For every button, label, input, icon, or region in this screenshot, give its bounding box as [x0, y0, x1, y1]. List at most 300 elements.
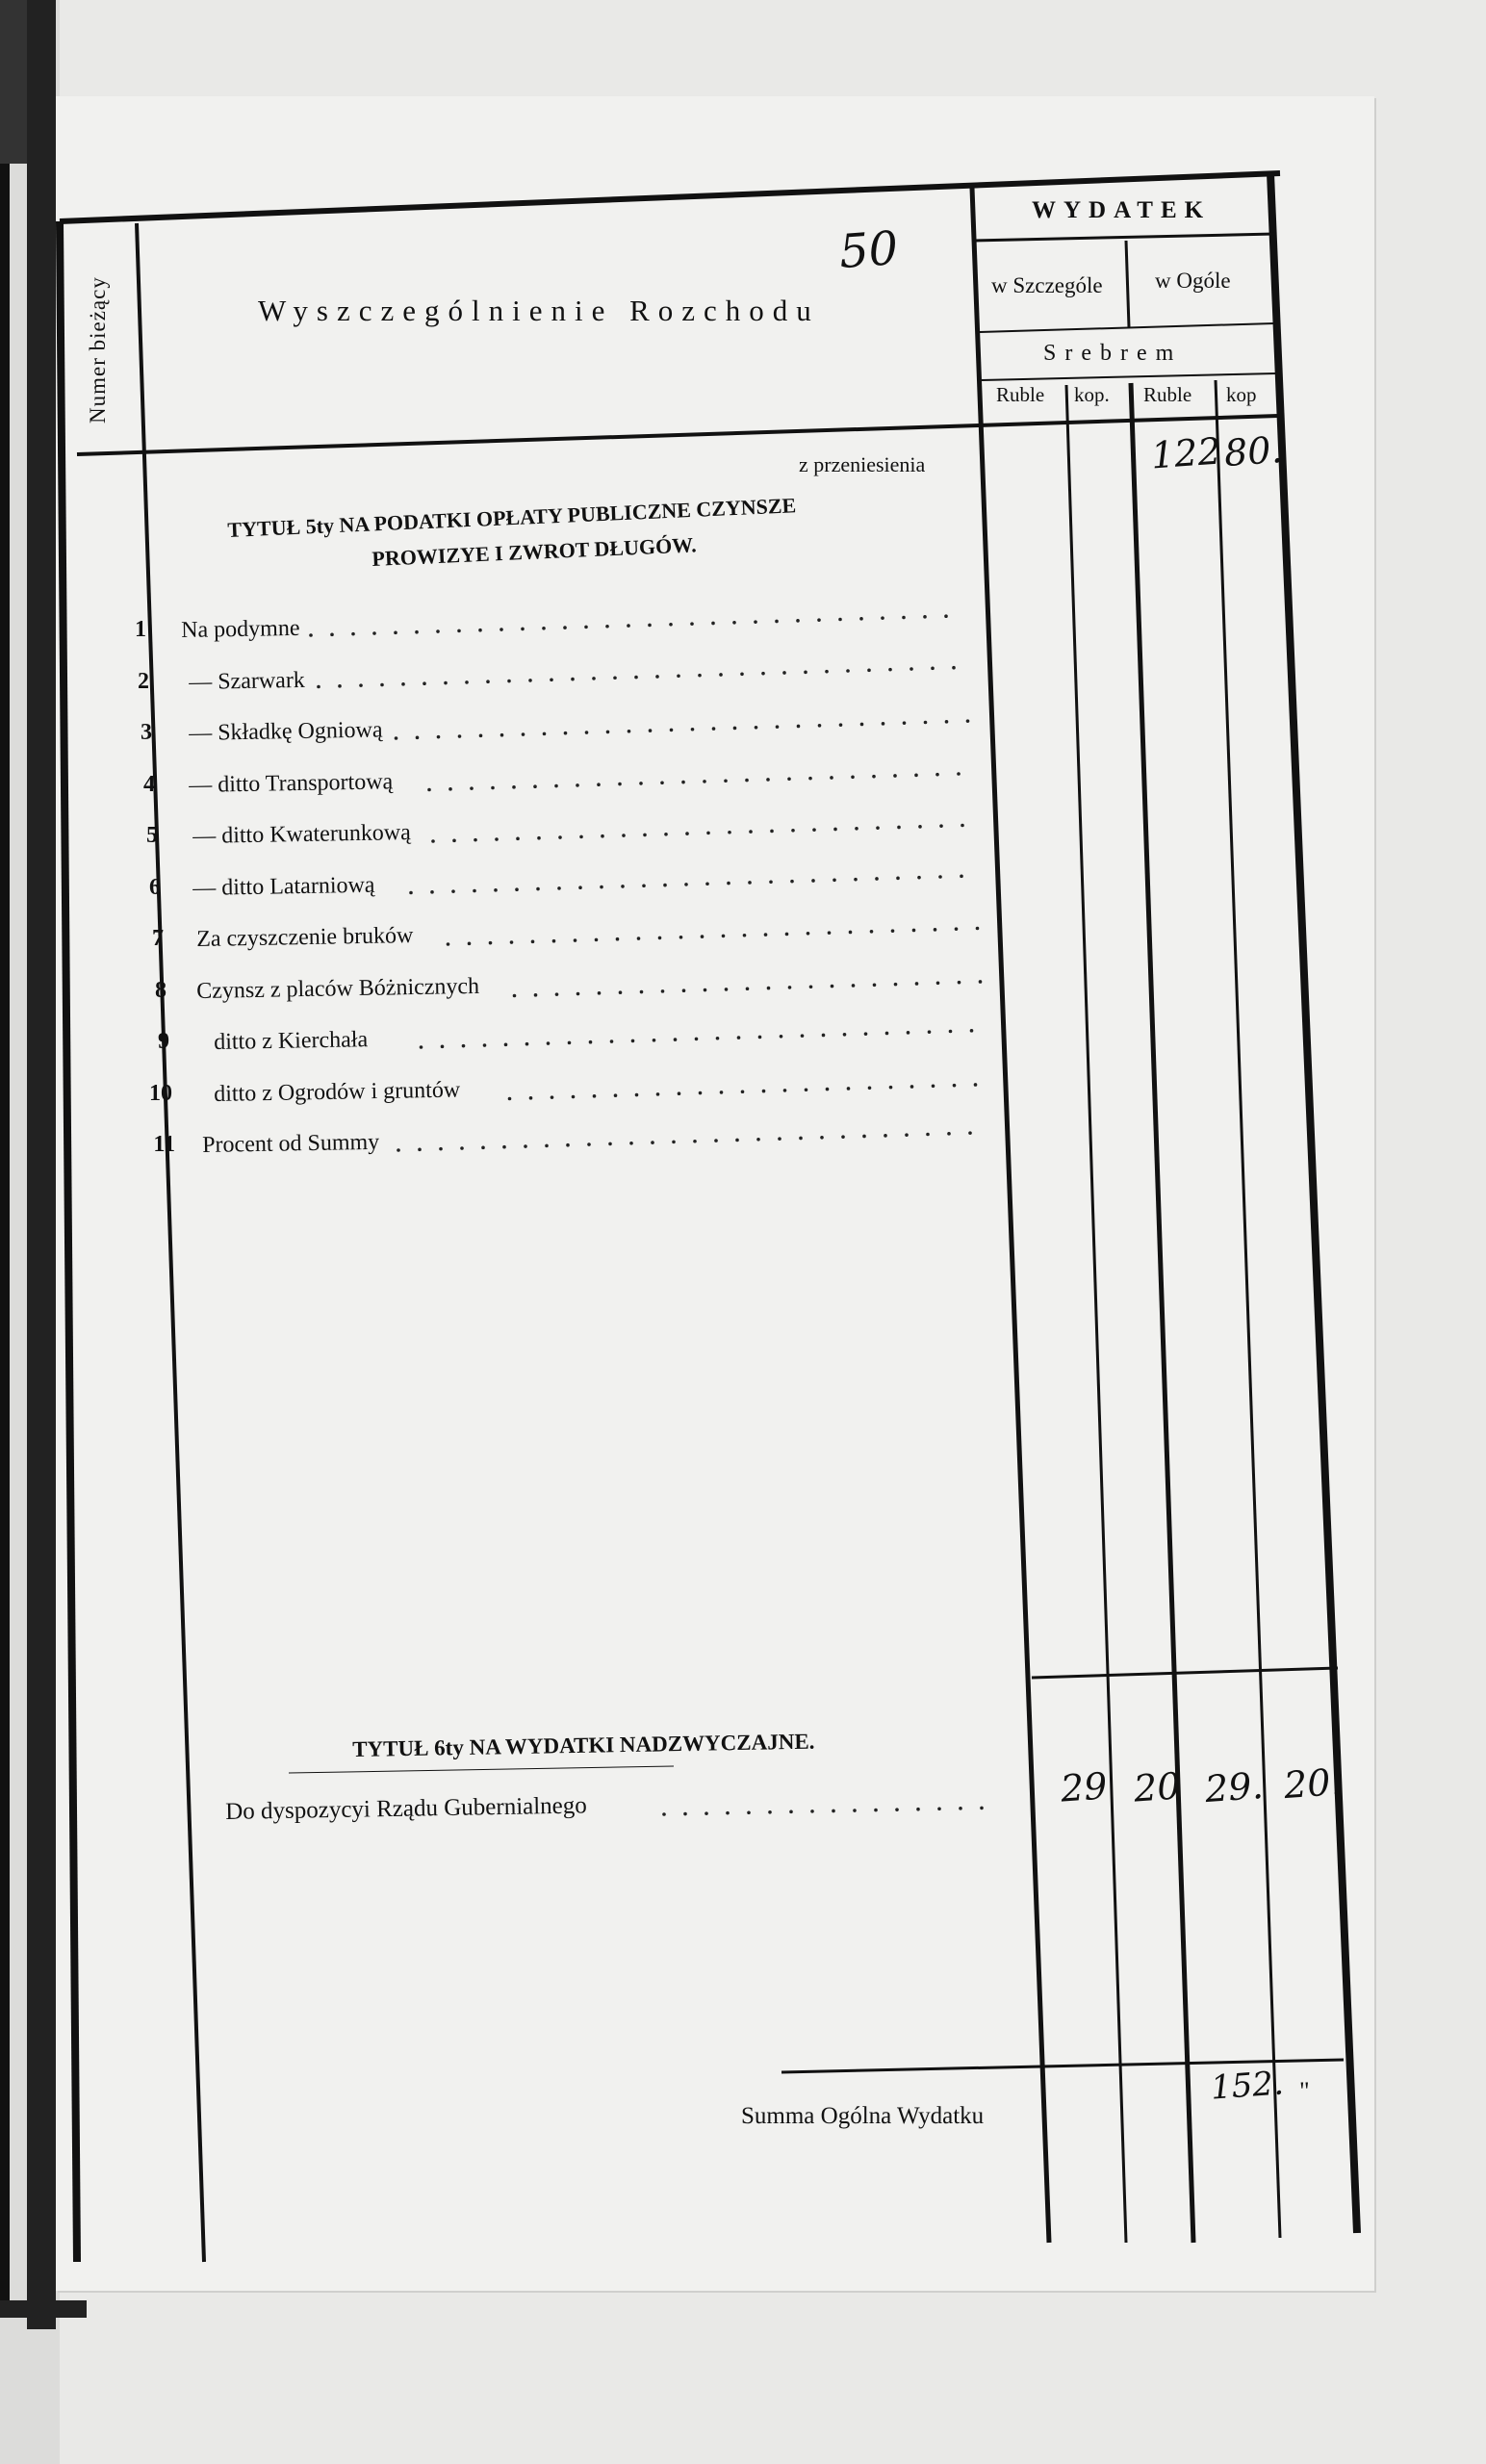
item-number: 9: [158, 1029, 169, 1054]
leader-dot: [847, 1087, 851, 1091]
leader-dot: [481, 1146, 485, 1150]
leader-dot: [801, 1034, 805, 1038]
leader-dot: [531, 940, 535, 944]
title-5-line-2: PROWIZYE I ZWROT DŁUGÓW.: [371, 532, 698, 571]
leader-dot: [796, 619, 800, 623]
leader-dot: [606, 731, 610, 734]
expenses-header: WYDATEK: [1032, 197, 1212, 223]
leader-dot: [934, 928, 937, 932]
leader-dot: [910, 667, 913, 671]
leader-dot: [936, 982, 940, 986]
leader-dot: [838, 618, 842, 622]
leader-dot: [614, 1093, 618, 1097]
item-label: Procent od Summy: [201, 1129, 380, 1158]
leader-dot: [862, 1135, 866, 1139]
leader-dot: [832, 1810, 835, 1813]
leader-dot: [714, 1139, 718, 1142]
leader-dot: [528, 679, 532, 682]
leader-dot: [932, 1085, 935, 1089]
leader-dot: [822, 1034, 826, 1038]
item-label: Za czyszczenie bruków: [195, 923, 414, 952]
leader-dot: [610, 1040, 614, 1043]
leader-dot: [500, 628, 503, 631]
leader-dot: [460, 1146, 464, 1150]
leader-dot: [585, 731, 589, 734]
leader-dot: [902, 616, 906, 620]
leader-dot: [427, 788, 431, 792]
leader-dot: [846, 669, 850, 673]
leader-dot: [775, 620, 779, 624]
leader-dot: [797, 725, 801, 729]
item-label: Czynsz z placów Bóżnicznych: [195, 973, 480, 1004]
leader-dot: [833, 828, 837, 832]
leader-dot: [648, 624, 652, 628]
leader-dot: [748, 881, 752, 885]
leader-dot: [931, 667, 935, 671]
leader-dot: [578, 886, 582, 889]
title-6: TYTUŁ 6ty NA WYDATKI NADZWYCZAJNE.: [351, 1729, 815, 1761]
item-label: — Składkę Ogniową: [188, 717, 383, 746]
title-6-total-kopecks: 20.: [1282, 1759, 1344, 1808]
carried-over-kopecks: 80.: [1222, 427, 1284, 475]
leader-dot: [788, 986, 792, 989]
column-number-header: Numer bieżący: [86, 276, 110, 424]
leader-dot: [431, 839, 435, 843]
leader-dot: [618, 783, 622, 786]
item-label: — Szarwark: [188, 667, 306, 695]
leader-dot: [418, 1148, 422, 1152]
leader-dot: [728, 831, 731, 834]
leader-dot: [776, 725, 780, 729]
leader-dot: [782, 671, 786, 675]
leader-dot: [768, 1810, 772, 1814]
leader-dot: [470, 786, 474, 790]
leader-dot: [533, 784, 537, 788]
leader-dot: [444, 681, 448, 685]
leader-dot: [684, 883, 688, 886]
leader-dot: [537, 836, 541, 840]
leader-dot: [769, 880, 773, 884]
leader-dot: [489, 941, 493, 945]
leader-dot: [524, 1144, 527, 1148]
leader-dot: [960, 875, 963, 879]
leader-dot: [889, 1086, 893, 1090]
leader-dot: [893, 774, 897, 778]
item-label: — ditto Latarniową: [192, 872, 375, 901]
leader-dot: [725, 988, 729, 991]
leader-dot: [616, 937, 620, 941]
leader-dot: [762, 1090, 766, 1093]
leader-dot: [547, 1041, 551, 1045]
leader-dot: [504, 1043, 508, 1047]
leader-dot: [507, 680, 511, 683]
leader-dot: [658, 937, 662, 940]
leader-dot: [451, 889, 455, 893]
leader-dot: [876, 826, 880, 830]
kopecks-header: kop.: [1074, 383, 1110, 406]
leader-dot: [785, 933, 789, 937]
leader-dot: [910, 1085, 914, 1089]
leader-dot: [783, 1089, 787, 1092]
grand-total-rubles: 152.: [1209, 2064, 1286, 2108]
leader-dot: [778, 1137, 781, 1141]
leader-dot: [703, 780, 706, 783]
leader-dot: [737, 1036, 741, 1040]
leader-dot: [923, 615, 927, 619]
leader-dot: [743, 934, 747, 937]
leader-dot: [691, 728, 695, 732]
leader-dot: [867, 669, 871, 673]
leader-dot: [812, 828, 816, 832]
leader-dot: [642, 884, 646, 887]
leader-dot: [755, 726, 758, 730]
leader-dot: [831, 985, 834, 988]
leader-dot: [833, 879, 836, 883]
leader-dot: [979, 980, 983, 984]
leader-dot: [621, 885, 625, 888]
leader-dot: [576, 992, 580, 996]
leader-dot: [494, 888, 498, 892]
leader-dot: [780, 1035, 783, 1039]
leader-dot: [516, 837, 520, 841]
leader-dot: [628, 730, 631, 733]
leader-dot: [826, 1088, 830, 1091]
leader-dot: [868, 1086, 872, 1090]
item-number: 8: [155, 977, 167, 1003]
item-number: 2: [138, 668, 149, 694]
leader-dot: [631, 1040, 635, 1043]
leader-dot: [872, 775, 876, 779]
item-number: 10: [149, 1080, 172, 1106]
leader-dot: [980, 1807, 984, 1810]
leader-dot: [584, 626, 588, 629]
leader-dot: [536, 887, 540, 891]
leader-dot: [937, 1807, 941, 1810]
item-label: Na podymne: [180, 615, 300, 643]
leader-dot: [452, 839, 456, 843]
leader-dot: [968, 1131, 972, 1135]
leader-dot: [745, 779, 749, 783]
leader-dot: [510, 940, 514, 944]
leader-dot: [338, 684, 342, 688]
carried-over-rubles: 122: [1149, 429, 1222, 477]
leader-dot: [705, 882, 709, 886]
leader-dot: [874, 1809, 878, 1812]
item-number: 6: [149, 874, 161, 900]
leader-dot: [394, 631, 397, 635]
leader-dot: [681, 781, 685, 784]
leader-dot: [622, 834, 626, 837]
leader-dot: [598, 991, 602, 995]
leader-dot: [938, 875, 942, 879]
leader-dot: [811, 879, 815, 883]
leader-dot: [896, 877, 900, 881]
leader-dot: [330, 633, 334, 637]
leader-dot: [552, 939, 556, 943]
leader-dot: [309, 633, 313, 637]
leader-dot: [409, 891, 413, 895]
leader-dot: [740, 673, 744, 677]
item-label: — ditto Kwaterunkową: [192, 820, 412, 849]
leader-dot: [525, 1042, 529, 1046]
leader-dot: [512, 785, 516, 789]
leader-dot: [656, 1092, 660, 1096]
leader-dot: [756, 1138, 760, 1142]
leader-dot: [807, 932, 810, 936]
leader-dot: [423, 681, 426, 685]
leader-dot: [947, 1132, 951, 1136]
currency-header: Srebrem: [1043, 341, 1183, 366]
leader-dot: [678, 1091, 681, 1095]
leader-dot: [663, 884, 667, 887]
leader-dot: [534, 993, 538, 997]
leader-dot: [959, 1807, 962, 1810]
leader-dot: [895, 1808, 899, 1811]
leader-dot: [500, 733, 504, 737]
leader-dot: [924, 721, 928, 725]
leader-dot: [543, 732, 547, 736]
leader-dot: [479, 734, 483, 738]
rubles-header: Ruble: [996, 383, 1045, 406]
leader-dot: [897, 826, 901, 830]
leader-dot: [843, 1033, 847, 1037]
leader-dot: [915, 982, 919, 986]
grand-total-label: Summa Ogólna Wydatku: [741, 2103, 985, 2129]
leader-dot: [664, 833, 668, 836]
leader-dot: [698, 674, 702, 678]
leader-dot: [600, 886, 603, 889]
leader-dot: [891, 929, 895, 933]
item-number: 11: [153, 1132, 175, 1157]
item-label: ditto z Ogrodów i gruntów: [213, 1077, 461, 1107]
leader-dot: [317, 685, 320, 689]
leader-dot: [741, 1090, 745, 1093]
leader-dot: [747, 1810, 751, 1814]
in-detail-header: w Szczególe: [991, 273, 1103, 297]
carried-over-label: z przeniesienia: [799, 452, 926, 476]
leader-dot: [706, 832, 710, 835]
leader-dot: [649, 729, 653, 732]
leader-dot: [359, 683, 363, 687]
leader-dot: [563, 626, 567, 629]
leader-dot: [655, 675, 659, 679]
leader-dot: [474, 838, 477, 842]
leader-dot: [952, 666, 956, 670]
leader-dot: [564, 732, 568, 735]
leader-dot: [502, 1145, 506, 1149]
leader-dot: [551, 1095, 554, 1099]
leader-dot: [955, 927, 959, 931]
leader-dot: [873, 983, 877, 987]
leader-dot: [817, 618, 821, 622]
leader-dot: [483, 1043, 487, 1047]
leader-dot: [754, 620, 757, 624]
leader-dot: [961, 824, 964, 828]
leader-dot: [468, 942, 472, 946]
leader-dot: [976, 927, 980, 931]
leader-dot: [789, 1810, 793, 1814]
leader-dot: [495, 837, 499, 841]
leader-dot: [907, 1031, 910, 1035]
title-6-detail-kopecks: 20: [1132, 1764, 1182, 1810]
leader-dot: [849, 931, 853, 935]
leader-dot: [720, 1091, 724, 1094]
leader-dot: [804, 671, 807, 675]
leader-dot: [704, 988, 707, 992]
leader-dot: [653, 1039, 656, 1042]
leader-dot: [851, 776, 855, 780]
leader-dot: [974, 1083, 978, 1087]
item-number: 1: [135, 617, 146, 642]
leader-dot: [592, 677, 596, 680]
leader-dot: [828, 931, 832, 935]
leader-dot: [928, 1030, 932, 1034]
leader-dot: [579, 835, 583, 839]
leader-dot: [746, 987, 750, 990]
leader-dot: [515, 887, 519, 891]
leader-dot: [608, 1142, 612, 1146]
leader-dot: [462, 1044, 466, 1048]
leader-dot: [870, 930, 874, 934]
leader-dot: [568, 1041, 572, 1045]
leader-dot: [682, 988, 686, 992]
leader-dot: [732, 621, 736, 625]
leader-dot: [521, 628, 525, 631]
leader-dot: [380, 683, 384, 687]
leader-dot: [416, 736, 420, 740]
leader-dot: [860, 723, 864, 727]
leader-dot: [722, 935, 726, 938]
leader-dot: [351, 632, 355, 636]
leader-dot: [810, 1810, 814, 1813]
leader-dot: [854, 878, 858, 882]
leader-dot: [529, 1096, 533, 1100]
leader-dot: [809, 985, 813, 988]
leader-dot: [791, 829, 795, 833]
leader-dot: [905, 1133, 909, 1137]
item-number: 5: [146, 823, 158, 848]
leader-dot: [855, 827, 858, 831]
leader-dot: [576, 783, 579, 787]
leader-dot: [764, 933, 768, 937]
leader-dot: [661, 989, 665, 993]
leader-dot: [808, 777, 812, 781]
leader-dot: [820, 1136, 824, 1140]
leader-dot: [637, 937, 641, 940]
leader-dot: [799, 1137, 803, 1141]
leader-dot: [639, 782, 643, 785]
grand-total-kopecks: ": [1299, 2077, 1310, 2105]
leader-dot: [430, 890, 434, 894]
leader-dot: [557, 886, 561, 890]
leader-dot: [749, 830, 753, 834]
leader-dot: [719, 673, 723, 677]
leader-dot: [830, 776, 833, 780]
leader-dot: [522, 732, 525, 736]
leader-dot: [914, 774, 918, 778]
leader-dot: [970, 1029, 974, 1033]
leader-dot: [593, 1094, 597, 1098]
leader-dot: [733, 727, 737, 731]
leader-dot: [441, 1045, 445, 1049]
leader-dot: [716, 1037, 720, 1040]
leader-dot: [841, 1135, 845, 1139]
leader-dot: [436, 629, 440, 633]
leader-dot: [542, 627, 546, 630]
leader-dot: [805, 1088, 808, 1091]
leader-dot: [589, 1040, 593, 1044]
leader-dot: [465, 680, 469, 684]
leader-dot: [884, 1134, 887, 1138]
leader-dot: [395, 736, 398, 740]
item-label: ditto z Kierchała: [213, 1027, 369, 1055]
leader-dot: [572, 1095, 576, 1099]
page-number: 50: [837, 220, 900, 280]
leader-dot: [420, 1045, 423, 1049]
title-6-item-label: Do dyspozycyi Rządu Gubernialnego: [224, 1792, 588, 1825]
leader-dot: [724, 779, 728, 783]
leader-dot: [619, 990, 623, 994]
leader-dot: [949, 1030, 953, 1034]
leader-dot: [558, 835, 562, 839]
leader-dot: [790, 880, 794, 884]
leader-dot: [839, 723, 843, 727]
leader-dot: [875, 877, 879, 881]
item-number: 7: [152, 926, 164, 951]
leader-dot: [415, 630, 419, 634]
leader-dot: [613, 676, 617, 680]
leader-dot: [953, 1084, 957, 1088]
title-6-total-rubles: 29.: [1203, 1763, 1265, 1811]
leader-dot: [571, 678, 575, 681]
leader-dot: [701, 935, 705, 938]
leader-dot: [766, 778, 770, 782]
leader-dot: [672, 1141, 676, 1144]
leader-dot: [761, 672, 765, 676]
kopecks-total-header: kop: [1226, 383, 1257, 406]
leader-dot: [566, 1143, 570, 1147]
leader-dot: [491, 786, 495, 790]
leader-dot: [674, 1038, 678, 1041]
leader-dot: [758, 1036, 762, 1040]
leader-dot: [695, 1038, 699, 1041]
leader-dot: [597, 783, 601, 786]
leader-dot: [825, 670, 829, 674]
leader-dot: [894, 983, 898, 987]
leader-dot: [574, 938, 577, 942]
leader-dot: [679, 936, 683, 939]
leader-dot: [966, 719, 970, 723]
leader-dot: [508, 1097, 512, 1101]
leader-dot: [629, 1142, 633, 1145]
leader-dot: [651, 1141, 654, 1144]
leader-dot: [401, 682, 405, 686]
leader-dot: [545, 1144, 549, 1148]
leader-dot: [918, 825, 922, 829]
leader-dot: [473, 889, 476, 893]
leader-dot: [634, 676, 638, 680]
leader-dot: [770, 830, 774, 834]
leader-dot: [945, 720, 949, 724]
item-number: 4: [143, 771, 155, 797]
leader-dot: [550, 678, 553, 681]
leader-dot: [554, 784, 558, 788]
leader-dot: [513, 994, 517, 998]
leader-dot: [439, 1147, 443, 1151]
leader-dot: [693, 1140, 697, 1143]
leader-dot: [397, 1148, 400, 1152]
leader-dot: [669, 623, 673, 627]
